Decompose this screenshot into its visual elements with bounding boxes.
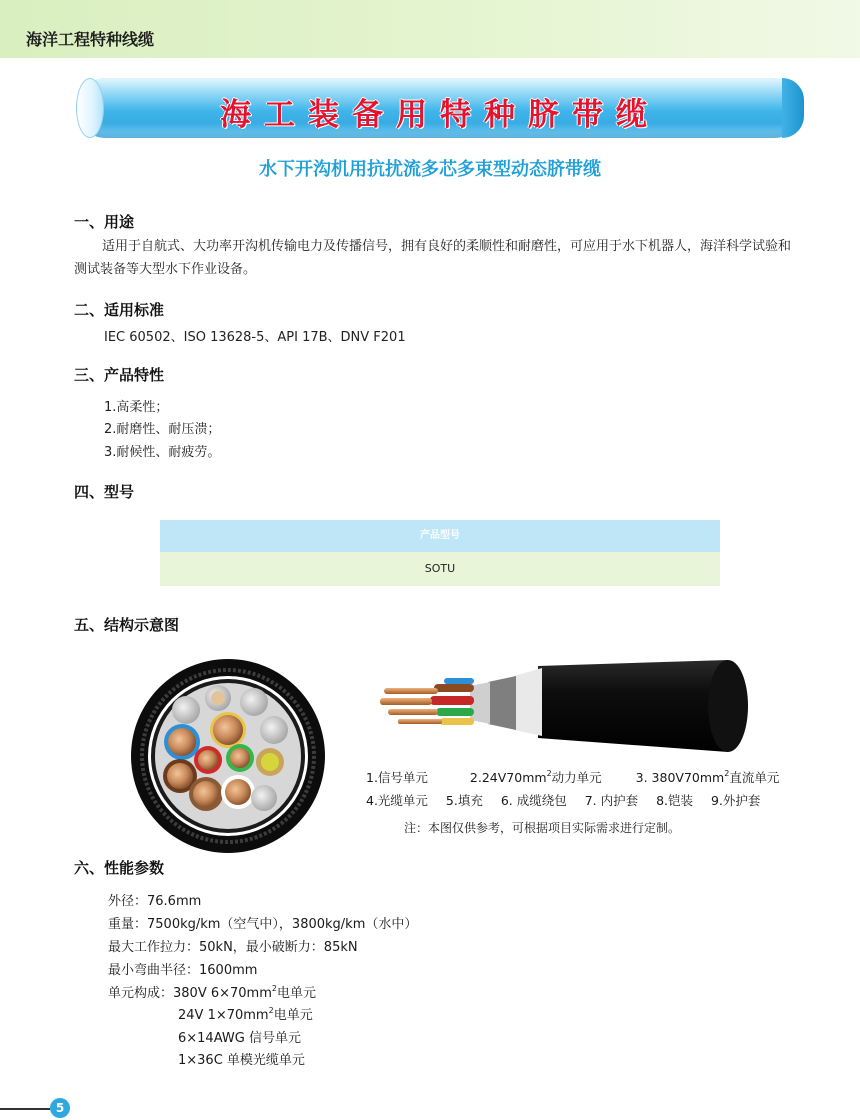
composition-suffix: 电单元 (276, 986, 316, 1001)
legend-380v-text: 3. 380V70mm (635, 770, 725, 785)
model-table-header: 产品型号 (160, 520, 720, 552)
series-label: 海洋工程特种线缆 (26, 30, 155, 49)
usage-text: 适用于自航式、大功率开沟机传输电力及传播信号，拥有良好的柔顺性和耐磨性，可应用于水下机器人，海洋科学试验和测试装备等大型水下作业设备。 (74, 239, 792, 277)
composition-text: 6×14AWG 信号单元 (178, 1031, 301, 1046)
legend-24v-text: 2.24V70mm (469, 770, 547, 785)
cable-cross-section-illustration (130, 658, 326, 854)
legend-item: 7. 内护套 (584, 793, 639, 808)
feature-item: 2.耐磨性、耐压溃； (104, 422, 221, 437)
structure-note: 注：本图仅供参考，可根据项目实际需求进行定制。 (404, 821, 681, 835)
standards-text: IEC 60502、ISO 13628-5、API 17B、DNV F201 (104, 330, 406, 345)
model-heading: 四、型号 (74, 483, 135, 501)
legend-380v-sup: 2 (724, 769, 730, 778)
header-band (0, 0, 860, 58)
composition-line (178, 1004, 313, 1023)
perf-line: 外径：76.6mm (108, 894, 202, 909)
legend-item-signal: 1.信号单元 (366, 770, 428, 785)
model-table (160, 520, 720, 586)
legend-item: 8.铠装 (656, 793, 693, 808)
legend-item: 9.外护套 (710, 793, 761, 808)
cable-side-illustration (378, 656, 750, 758)
perf-line: 重量：7500kg/km（空气中），3800kg/km（水中） (108, 917, 418, 932)
composition-text: 24V 1×70mm (178, 1008, 269, 1023)
features-heading: 三、产品特性 (74, 366, 165, 384)
legend-item: 6. 成缆绕包 (500, 793, 567, 808)
legend-row-2 (366, 791, 760, 809)
legend-row-1 (366, 768, 779, 786)
composition-line (108, 982, 316, 1001)
composition-text: 1×36C 单模光缆单元 (178, 1053, 305, 1068)
legend-item-24v-power (470, 770, 602, 785)
composition-label: 单元构成： (108, 986, 174, 1001)
usage-heading: 一、用途 (74, 213, 135, 231)
product-subtitle: 水下开沟机用抗扰流多芯多束型动态脐带缆 (259, 159, 601, 180)
title-banner (76, 78, 804, 138)
perf-line: 最小弯曲半径：1600mm (108, 963, 258, 978)
structure-heading: 五、结构示意图 (74, 616, 180, 634)
footer-rule (0, 1108, 50, 1110)
legend-item: 4.光缆单元 (366, 793, 428, 808)
performance-heading: 六、性能参数 (74, 859, 165, 877)
composition-suffix: 电单元 (273, 1008, 313, 1023)
banner-title: 海工装备用特种脐带缆 (220, 97, 660, 133)
composition-text: 380V 6×70mm (173, 986, 272, 1001)
perf-line: 最大工作拉力：50kN，最小破断力：85kN (108, 940, 358, 955)
legend-item-380v-dc (636, 770, 780, 785)
standards-heading: 二、适用标准 (74, 301, 165, 319)
composition-sup: 2 (268, 1006, 274, 1015)
legend-24v-suffix: 动力单元 (551, 770, 602, 785)
feature-item: 3.耐候性、耐疲劳。 (104, 445, 221, 460)
model-table-value: SOTU (160, 552, 720, 586)
legend-380v-suffix: 直流单元 (729, 770, 780, 785)
legend-item: 5.填充 (445, 793, 483, 808)
composition-line (178, 1027, 301, 1046)
page-number: 5 (50, 1098, 70, 1118)
composition-sup: 2 (271, 984, 277, 993)
legend-24v-sup: 2 (546, 769, 552, 778)
composition-line (178, 1049, 305, 1068)
feature-item: 1.高柔性； (104, 400, 169, 415)
